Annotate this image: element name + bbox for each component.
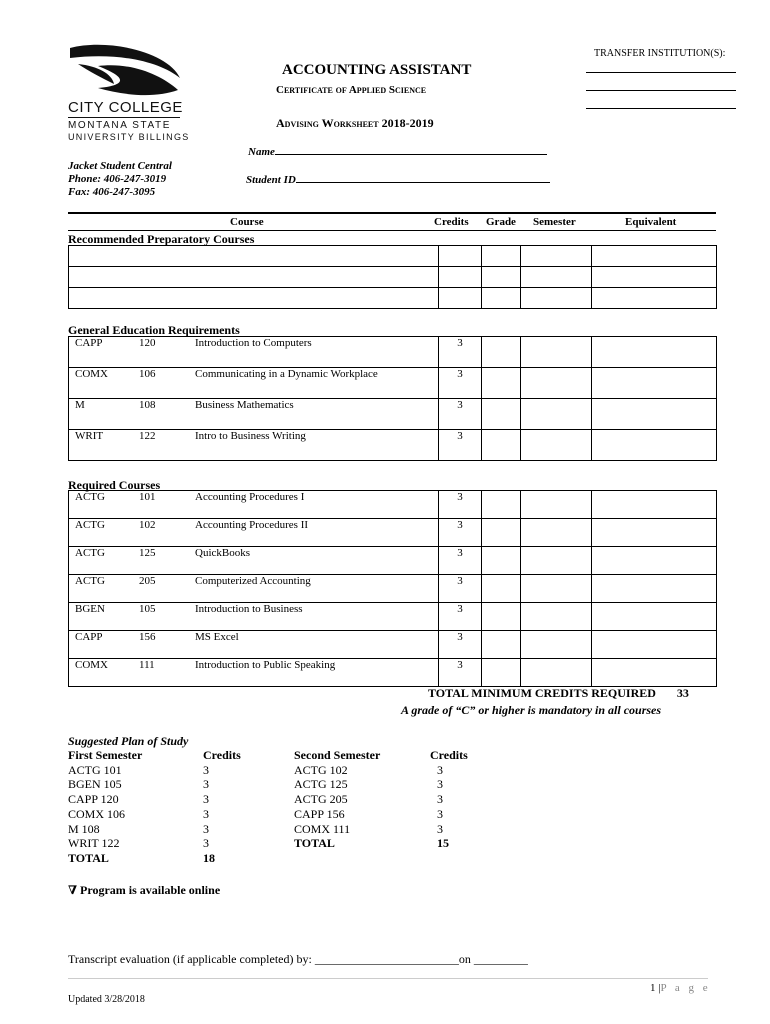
logo-line-university-billings: UNIVERSITY BILLINGS [68, 132, 190, 142]
plan-title: Suggested Plan of Study [68, 734, 189, 748]
semester-cell[interactable] [521, 659, 592, 687]
equivalent-cell[interactable] [592, 288, 717, 309]
course-cell [69, 659, 439, 687]
credits-cell: 3 [439, 399, 482, 430]
gen-ed-table [68, 336, 717, 461]
course-prefix: ACTG [75, 547, 105, 559]
course-cell [69, 519, 439, 547]
equivalent-cell[interactable] [592, 491, 717, 519]
second-semester-total: 15 [437, 836, 449, 851]
course-title: Introduction to Public Speaking [195, 659, 336, 671]
transfer-blank-line-2[interactable] [586, 90, 736, 91]
page-number-value: 1 | [650, 982, 661, 994]
table-row [69, 547, 717, 575]
transfer-blank-line-1[interactable] [586, 72, 736, 73]
first-semester-total: 18 [203, 850, 215, 865]
column-equivalent: Equivalent [625, 216, 677, 228]
plan-course: CAPP 156 [294, 806, 345, 821]
name-field[interactable] [248, 146, 547, 158]
table-row [69, 246, 717, 267]
course-title: Accounting Procedures II [195, 519, 309, 531]
table-row [69, 430, 717, 461]
course-number: 122 [139, 430, 156, 442]
grade-cell[interactable] [482, 519, 521, 547]
credits-cell[interactable] [439, 267, 482, 288]
equivalent-cell[interactable] [592, 368, 717, 399]
credits-cell[interactable] [439, 246, 482, 267]
course-prefix: ACTG [75, 575, 105, 587]
column-credits: Credits [434, 216, 469, 228]
plan-course: CAPP 120 [68, 792, 119, 807]
name-label: Name [248, 146, 275, 158]
first-semester-heading: First Semester [68, 748, 143, 762]
credits-cell: 3 [439, 368, 482, 399]
grade-cell[interactable] [482, 603, 521, 631]
column-semester: Semester [533, 216, 576, 228]
course-prefix: ACTG [75, 491, 105, 503]
course-cell [69, 337, 439, 368]
course-cell[interactable] [69, 267, 439, 288]
student-id-field[interactable] [246, 174, 550, 186]
equivalent-cell[interactable] [592, 547, 717, 575]
course-number: 125 [139, 547, 156, 559]
online-availability-note: ∇ Program is available online [68, 883, 221, 897]
grade-cell[interactable] [482, 491, 521, 519]
header-top-rule [68, 212, 716, 214]
updated-date: Updated 3/28/2018 [68, 994, 145, 1005]
grade-cell[interactable] [482, 430, 521, 461]
plan-course: M 108 [68, 821, 100, 836]
grade-cell[interactable] [482, 246, 521, 267]
student-id-label: Student ID [246, 174, 296, 186]
table-row [69, 267, 717, 288]
plan-credit: 3 [203, 777, 209, 792]
equivalent-cell[interactable] [592, 399, 717, 430]
grade-cell[interactable] [482, 288, 521, 309]
contact-office: Jacket Student Central [68, 160, 172, 172]
course-number: 156 [139, 631, 156, 643]
table-row [69, 519, 717, 547]
table-row [69, 337, 717, 368]
required-table [68, 490, 717, 687]
logo-divider [68, 117, 180, 118]
course-title: Communicating in a Dynamic Workplace [195, 368, 378, 380]
course-cell [69, 491, 439, 519]
plan-credit: 3 [203, 762, 209, 777]
credits-cell: 3 [439, 491, 482, 519]
logo-line-montana-state: MONTANA STATE [68, 120, 172, 131]
table-row [69, 631, 717, 659]
credits-cell: 3 [439, 547, 482, 575]
grade-cell[interactable] [482, 659, 521, 687]
contact-fax: Fax: 406-247-3095 [68, 186, 156, 198]
course-cell [69, 368, 439, 399]
course-number: 108 [139, 399, 156, 411]
equivalent-cell[interactable] [592, 603, 717, 631]
semester-cell[interactable] [521, 368, 592, 399]
grade-cell[interactable] [482, 337, 521, 368]
course-cell [69, 631, 439, 659]
second-semester-credits [430, 748, 468, 851]
plan-course: COMX 106 [68, 806, 126, 821]
semester-cell[interactable] [521, 575, 592, 603]
contact-block [68, 160, 172, 199]
grade-cell[interactable] [482, 575, 521, 603]
course-cell [69, 430, 439, 461]
plan-credit: 3 [437, 792, 443, 807]
course-cell[interactable] [69, 246, 439, 267]
course-cell[interactable] [69, 288, 439, 309]
credits-cell: 3 [439, 519, 482, 547]
credits-cell[interactable] [439, 288, 482, 309]
course-cell [69, 575, 439, 603]
first-semester-credits [203, 748, 241, 866]
equivalent-cell[interactable] [592, 246, 717, 267]
plan-credit: 3 [437, 821, 443, 836]
course-title: Accounting Procedures I [195, 491, 305, 503]
plan-credit: 3 [437, 762, 443, 777]
credits-cell: 3 [439, 575, 482, 603]
total-credits-line [428, 686, 689, 701]
course-title: Computerized Accounting [195, 575, 311, 587]
plan-course: COMX 111 [294, 821, 351, 836]
plan-course: ACTG 102 [294, 762, 348, 777]
equivalent-cell[interactable] [592, 337, 717, 368]
course-prefix: COMX [75, 659, 109, 671]
course-number: 120 [139, 337, 156, 349]
table-row [69, 288, 717, 309]
equivalent-cell[interactable] [592, 430, 717, 461]
credits-cell: 3 [439, 430, 482, 461]
grade-cell[interactable] [482, 399, 521, 430]
course-number: 101 [139, 491, 156, 503]
second-semester-total-label: TOTAL [294, 836, 335, 851]
course-cell [69, 603, 439, 631]
plan-credit: 3 [437, 806, 443, 821]
grade-cell[interactable] [482, 368, 521, 399]
semester-cell[interactable] [521, 399, 592, 430]
semester-cell[interactable] [521, 519, 592, 547]
equivalent-cell[interactable] [592, 267, 717, 288]
first-credits-heading: Credits [203, 748, 241, 762]
course-number: 106 [139, 368, 156, 380]
course-prefix: BGEN [75, 603, 105, 615]
first-semester-total-label: TOTAL [68, 850, 109, 865]
course-title: QuickBooks [195, 547, 250, 559]
grade-cell[interactable] [482, 267, 521, 288]
transcript-evaluation-line[interactable]: Transcript evaluation (if applicable completed) by: ________________________on _________ [68, 952, 528, 966]
plan-course: BGEN 105 [68, 777, 122, 792]
section-preparatory-title: Recommended Preparatory Courses [68, 232, 255, 246]
plan-course: ACTG 101 [68, 762, 122, 777]
page-number [650, 982, 711, 994]
grade-cell[interactable] [482, 547, 521, 575]
grade-requirement-note: A grade of “C” or higher is mandatory in all courses [401, 703, 662, 717]
column-grade: Grade [486, 216, 516, 228]
course-title: Business Mathematics [195, 399, 294, 411]
semester-cell[interactable] [521, 267, 592, 288]
table-row [69, 399, 717, 430]
second-semester-courses [294, 748, 380, 851]
course-title: Intro to Business Writing [195, 430, 306, 442]
course-title: Introduction to Computers [195, 337, 312, 349]
column-course: Course [230, 216, 264, 228]
page-word: P a g e [660, 982, 711, 994]
equivalent-cell[interactable] [592, 631, 717, 659]
footer-divider [68, 978, 708, 979]
plan-course: WRIT 122 [68, 836, 120, 851]
plan-credit: 3 [203, 821, 209, 836]
course-title: MS Excel [195, 631, 239, 643]
course-number: 102 [139, 519, 156, 531]
course-cell [69, 399, 439, 430]
section-gen-ed-title: General Education Requirements [68, 323, 240, 337]
program-title: ACCOUNTING ASSISTANT [282, 62, 472, 78]
total-credits-value: 33 [676, 686, 689, 700]
course-prefix: CAPP [75, 631, 103, 643]
course-number: 111 [139, 659, 155, 671]
credits-cell: 3 [439, 603, 482, 631]
second-semester-heading: Second Semester [294, 748, 381, 762]
semester-cell[interactable] [521, 246, 592, 267]
course-prefix: ACTG [75, 519, 105, 531]
semester-cell[interactable] [521, 631, 592, 659]
contact-phone: Phone: 406-247-3019 [68, 173, 167, 185]
semester-cell[interactable] [521, 337, 592, 368]
section-required-title: Required Courses [68, 478, 161, 492]
plan-credit: 3 [203, 836, 209, 851]
course-title: Introduction to Business [195, 603, 303, 615]
plan-credit: 3 [437, 777, 443, 792]
header-bottom-rule [68, 230, 716, 231]
course-cell [69, 547, 439, 575]
course-prefix: CAPP [75, 337, 103, 349]
table-row [69, 575, 717, 603]
semester-cell[interactable] [521, 603, 592, 631]
plan-credit: 3 [203, 792, 209, 807]
first-semester-courses [68, 748, 142, 866]
course-number: 105 [139, 603, 156, 615]
table-row [69, 603, 717, 631]
equivalent-cell[interactable] [592, 519, 717, 547]
semester-cell[interactable] [521, 430, 592, 461]
worksheet-title: Advising Worksheet 2018-2019 [276, 116, 434, 130]
credits-cell: 3 [439, 659, 482, 687]
credits-cell: 3 [439, 631, 482, 659]
plan-course: ACTG 125 [294, 777, 348, 792]
table-row [69, 491, 717, 519]
course-number: 205 [139, 575, 156, 587]
semester-cell[interactable] [521, 288, 592, 309]
logo-line-city-college: CITY COLLEGE [68, 99, 183, 116]
plan-course: ACTG 205 [294, 792, 348, 807]
table-row [69, 659, 717, 687]
credits-cell: 3 [439, 337, 482, 368]
table-row [69, 368, 717, 399]
course-prefix: COMX [75, 368, 109, 380]
transfer-institutions-label: TRANSFER INSTITUTION(S): [594, 48, 726, 59]
equivalent-cell[interactable] [592, 575, 717, 603]
semester-cell[interactable] [521, 491, 592, 519]
semester-cell[interactable] [521, 547, 592, 575]
preparatory-table [68, 245, 717, 309]
transfer-blank-line-3[interactable] [586, 108, 736, 109]
second-credits-heading: Credits [430, 748, 468, 762]
program-subtitle: Certificate of Applied Science [276, 84, 427, 96]
course-prefix: WRIT [75, 430, 104, 442]
plan-credit: 3 [203, 806, 209, 821]
equivalent-cell[interactable] [592, 659, 717, 687]
total-credits-label: TOTAL MINIMUM CREDITS REQUIRED [428, 686, 656, 700]
grade-cell[interactable] [482, 631, 521, 659]
course-prefix: M [75, 399, 85, 411]
